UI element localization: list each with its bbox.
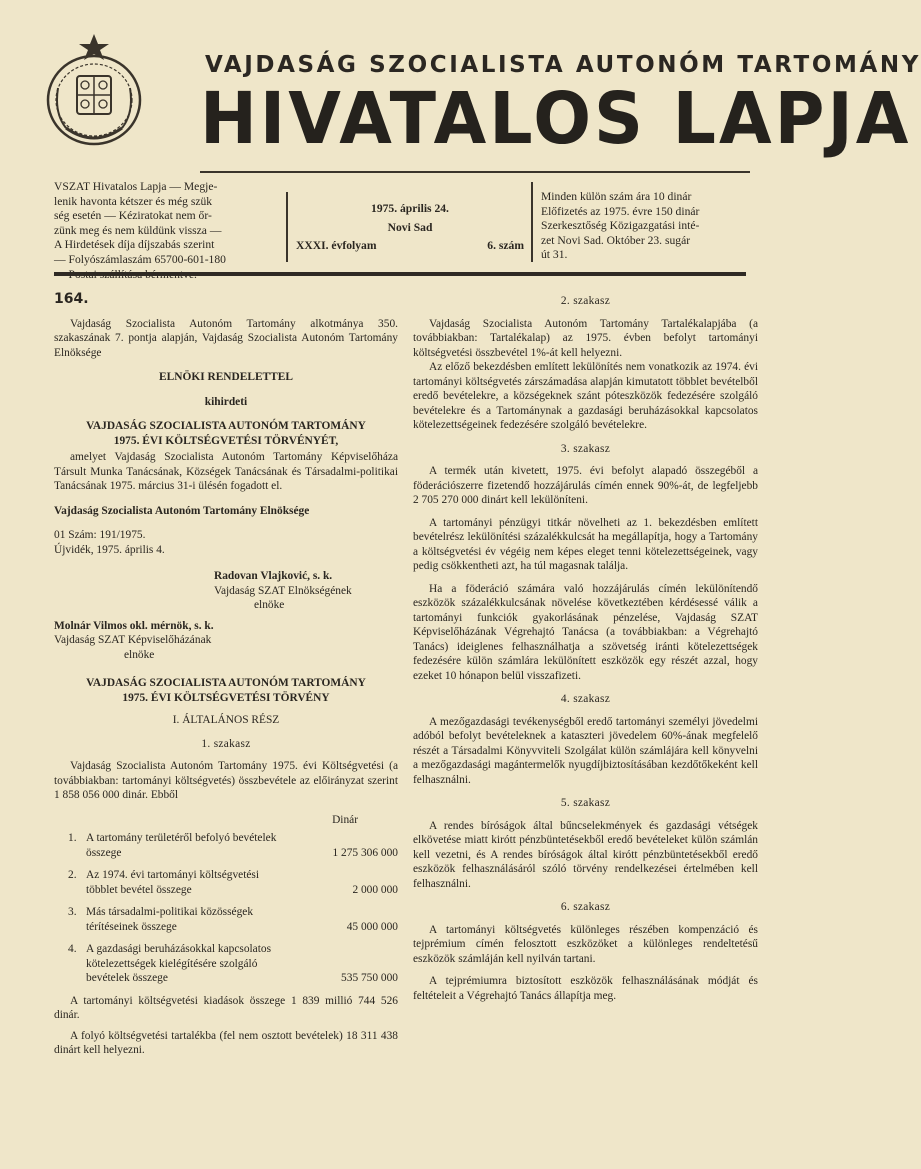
presidency-line: Vajdaság Szocialista Autonóm Tartomány Elnöksége bbox=[54, 504, 310, 517]
announced-label: kihirdeti bbox=[204, 395, 248, 408]
section-paragraph: Vajdaság Szocialista Autonóm Tartomány Tartalékalapjába (a továbbiakban: Tartalékalap) az 1975. évben befolyt tartományi költségvetési összbevétel 1%-át kell helyezni. bbox=[413, 317, 758, 359]
law-title: VAJDASÁG SZOCIALISTA AUTONÓM TARTOMÁNY 1975. ÉVI KÖLTSÉGVETÉSI TÖRVÉNYÉT, bbox=[86, 420, 366, 447]
list-item bbox=[68, 942, 398, 986]
section-paragraph: Az előző bekezdésben említett lekülönítés nem vonatkozik az 1974. évi tartományi költségvetés zárszámadása alapján kimutatott többlet bevételből eredő bevételekre, a községeknek szánt póteszközök fedezésére szolgáló bevételekre és a Tartománynak a gazdasági beruházásokkal kapcsolatos kötelezettségeinek fedezésére szolgáló bevételekre. bbox=[413, 361, 758, 431]
issue-place: Novi Sad bbox=[387, 220, 433, 234]
law-title: VAJDASÁG SZOCIALISTA AUTONÓM TARTOMÁNY 1975. ÉVI KÖLTSÉGVETÉSI TÖRVÉNY bbox=[86, 677, 366, 704]
section-heading: 4. szakasz bbox=[560, 693, 611, 705]
expenditure-paragraph: A tartományi költségvetési kiadások összege 1 839 millió 744 526 dinár. bbox=[54, 994, 398, 1021]
coat-of-arms-icon bbox=[44, 28, 144, 153]
header-divider bbox=[531, 182, 533, 262]
item-number: 4. bbox=[68, 943, 77, 955]
reference-date: Újvidék, 1975. április 4. bbox=[54, 543, 165, 556]
issue-volume: XXXI. évfolyam bbox=[296, 239, 377, 253]
signatory-role: elnöke bbox=[254, 599, 285, 611]
info-line: zünk meg és nem küldünk vissza — bbox=[54, 223, 222, 237]
act-number: 164. bbox=[54, 291, 89, 307]
item-number: 3. bbox=[68, 906, 77, 918]
signatory-role: Vajdaság SZAT Elnökségének bbox=[214, 584, 352, 597]
adopted-paragraph: amelyet Vajdaság Szocialista Autonóm Tartomány Képviselőháza Társult Munka Tanácsának, Községek Tanácsának és Társadalmi-politikai Tanácsának 1975. március 31-i ülésén fogadott el. bbox=[54, 451, 398, 492]
info-line: ség esetén — Kéziratokat nem őr- bbox=[54, 209, 212, 223]
section-heading: 1. szakasz bbox=[201, 737, 251, 750]
revenue-list bbox=[68, 831, 398, 986]
header-divider bbox=[286, 192, 288, 262]
part-heading: I. ÁLTALÁNOS RÉSZ bbox=[172, 714, 280, 726]
list-item bbox=[68, 831, 398, 860]
item-text: A tartomány területéről befolyó bevételek összege bbox=[86, 832, 277, 859]
item-value: 1 275 306 000 bbox=[332, 846, 398, 859]
header-rule bbox=[54, 272, 746, 276]
section-paragraph: A mezőgazdasági tevékenységből eredő tartományi személyi jövedelmi adóból befolyt bevételeknek a kataszteri jövedelem 60%-ának megfelelő részét a Társadalmi Könyvviteli Szolgálat külön számlájára kell könyvelni a mezőgazdasági magántermelők nyugdíjbiztosításában kezdőtőkeként kell felhasználni. bbox=[413, 715, 758, 786]
pricing-info bbox=[541, 190, 763, 263]
section-paragraph: A termék után kivetett, 1975. évi befolyt alapadó összegéből a föderációszerre fizetendő hozzájárulás címén ennek 90%-át, de legfeljebb 2 705 270 000 dinárt kell lekülöníteni. bbox=[413, 465, 758, 506]
issue-number: 6. szám bbox=[487, 239, 524, 253]
decree-heading: ELNÖKI RENDELETTEL bbox=[159, 371, 293, 383]
item-text: A gazdasági beruházásokkal kapcsolatos kötelezettségek kielégítésére szolgáló bevételek összege bbox=[86, 943, 272, 984]
dinar-column-header: Dinár bbox=[332, 813, 358, 826]
issue-info bbox=[296, 202, 524, 254]
info-line: lenik havonta kétszer és még szük bbox=[54, 194, 213, 208]
intro-paragraph: Vajdaság Szocialista Autonóm Tartomány alkotmánya 350. szakaszának 7. pontja alapján, Vajdaság Szocialista Autonóm Tartomány Elnöksége bbox=[54, 317, 398, 359]
masthead-rule bbox=[200, 171, 750, 173]
list-item bbox=[68, 905, 398, 934]
section-heading: 3. szakasz bbox=[560, 442, 611, 455]
item-text: Más társadalmi-politikai közösségek térítéseinek összege bbox=[86, 906, 254, 933]
signatory-role: elnöke bbox=[124, 648, 155, 661]
item-number: 1. bbox=[68, 832, 77, 844]
info-line: Minden külön szám ára 10 dinár bbox=[541, 190, 692, 203]
item-text: Az 1974. évi tartományi költségvetési többlet bevétel összege bbox=[86, 869, 260, 896]
reserve-paragraph: A folyó költségvetési tartalékba (fel nem osztott bevételek) 18 311 438 dinárt kell helyezni. bbox=[54, 1029, 398, 1056]
signatory-name: Radovan Vlajković, s. k. bbox=[214, 570, 333, 582]
section-heading: 2. szakasz bbox=[560, 295, 611, 307]
info-line: zet Novi Sad. Október 23. sugár bbox=[541, 233, 691, 247]
section-paragraph: A rendes bíróságok által bűncselekmények és gazdasági vétségek elkövetése miatt kirótt pénzbüntetésekből eredő bevételeket külön számlán kell vezetni, és A rendes bíróságok által kirótt pénzbüntetésekből eredő eszközök felhasználásáról szóló törvény rendelkezései értelmében kell felhasználni. bbox=[413, 819, 758, 890]
masthead-region: VAJDASÁG SZOCIALISTA AUTONÓM TARTOMÁNY bbox=[205, 52, 921, 78]
item-number: 2. bbox=[68, 869, 77, 881]
section-paragraph: A tartományi pénzügyi titkár növelheti az 1. bekezdésben említett bevételrész lekülönítési százalékkulcsát ha megállapítja, hogy a Tartomány a költségvetési év végéig nem képes eleget tenni kötelezettségeinek, vagy pedig csökkentheti azt, ha túl magasnak találja. bbox=[413, 516, 758, 572]
info-line: A Hirdetések díja díjszabás szerint bbox=[54, 238, 215, 252]
issue-date: 1975. április 24. bbox=[371, 202, 449, 215]
signatory-name: Molnár Vilmos okl. mérnök, s. k. bbox=[54, 619, 214, 632]
signatory-role: Vajdaság SZAT Képviselőházának bbox=[54, 634, 212, 646]
info-line: Előfizetés az 1975. évre 150 dinár bbox=[541, 204, 700, 218]
section-paragraph: Vajdaság Szocialista Autonóm Tartomány 1975. évi Költségvetési (a továbbiakban: tartományi költségvetés) összbevétele az előirányzat szerint 1 858 056 000 dinár. Ebből bbox=[54, 760, 398, 801]
section-heading: 5. szakasz bbox=[560, 797, 611, 809]
section-paragraph: A tejprémiumra biztosított eszközök felhasználásának módját és feltételeit a Végrehajtó Tanács állapítja meg. bbox=[413, 975, 758, 1002]
reference-number: 01 Szám: 191/1975. bbox=[54, 529, 146, 541]
info-line: VSZAT Hivatalos Lapja — Megje- bbox=[54, 180, 218, 193]
info-line: Szerkesztőség Közigazgatási inté- bbox=[541, 219, 700, 233]
left-column bbox=[54, 292, 398, 1058]
section-paragraph: A tartományi költségvetés különleges részében kompenzáció és tejprémium címén felosztott eszközöket a különleges rendeltetésű eszközök számláján kell nyilván tartani. bbox=[413, 923, 758, 965]
item-value: 2 000 000 bbox=[352, 883, 398, 896]
masthead-title: HIVATALOS LAPJA bbox=[200, 78, 912, 161]
item-value: 535 750 000 bbox=[341, 972, 398, 984]
info-line: út 31. bbox=[541, 248, 568, 262]
right-column bbox=[413, 292, 758, 1003]
section-heading: 6. szakasz bbox=[560, 901, 611, 913]
list-item bbox=[68, 868, 398, 897]
info-line: — Folyószámlaszám 65700-601-180 bbox=[54, 252, 226, 266]
item-value: 45 000 000 bbox=[346, 920, 398, 933]
section-paragraph: Ha a föderáció számára való hozzájárulás címén lekülönítendő eszközök százalékkulcsának növelése következtében kérdésessé válik a tartományi funkciók gyakorlásának pénzelése, Vajdaság SZAT Képviselőházának Végrehajtó Tanácsa (a továbbiakban: a Végrehajtó Tanács) ideiglenes felhasználhatja a szövetség iránti kötelezettségek fedezésére külön számlára lekülönített eszközök egy részét azzal, hogy ezeket 10 hónapon belül visszafizeti. bbox=[413, 582, 758, 682]
publication-info bbox=[54, 180, 276, 282]
